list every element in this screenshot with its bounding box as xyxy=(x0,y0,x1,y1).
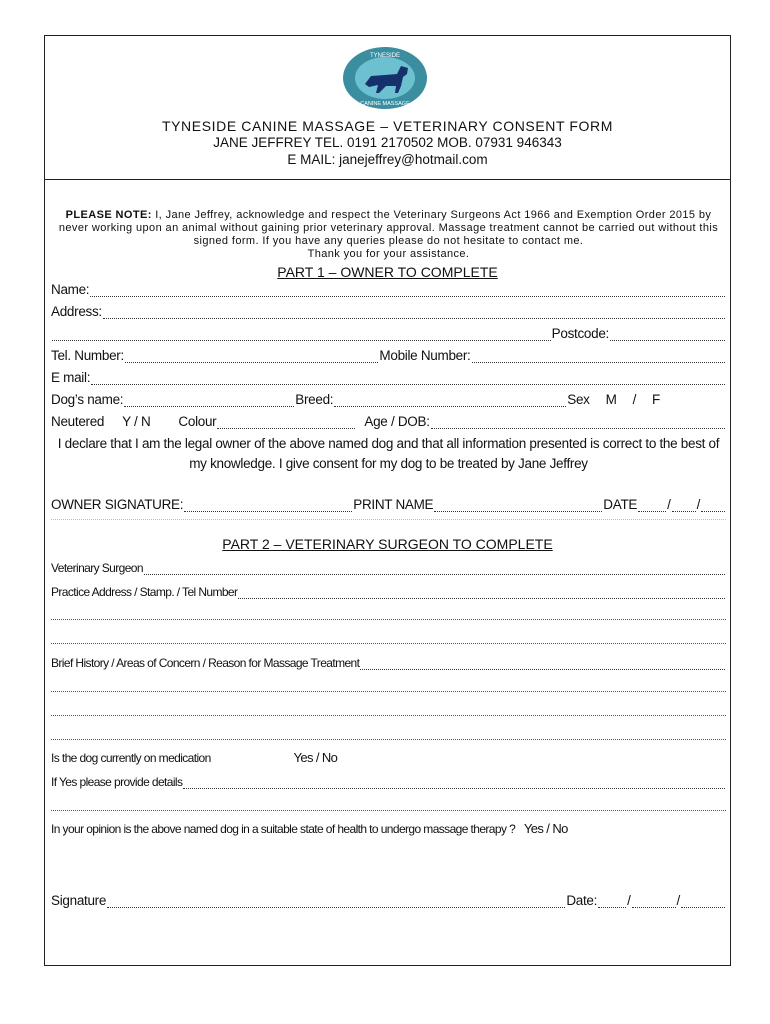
email-field[interactable] xyxy=(51,370,726,385)
email-input[interactable] xyxy=(91,372,725,385)
vet-surgeon-field[interactable] xyxy=(51,561,726,575)
note-label: PLEASE NOTE: xyxy=(65,209,152,221)
breed-input[interactable] xyxy=(334,394,566,407)
medication-options[interactable]: Yes / No xyxy=(293,750,338,765)
vet-date-label: Date: xyxy=(566,893,598,908)
date-separator: / xyxy=(627,893,631,908)
date-separator: / xyxy=(696,497,701,512)
vet-signature-input[interactable] xyxy=(107,895,565,908)
history-input[interactable] xyxy=(360,657,725,670)
owner-signature-row[interactable] xyxy=(51,497,726,512)
history-line-3[interactable] xyxy=(51,715,726,716)
date-separator: / xyxy=(667,497,671,512)
opinion-label: In your opinion is the above named dog in a suitable state of health to undergo massage therapy ? xyxy=(51,822,516,836)
details-label: If Yes please provide details xyxy=(51,775,183,789)
address-line-2[interactable] xyxy=(52,328,551,341)
age-input[interactable] xyxy=(431,416,725,429)
medication-label: Is the dog currently on medication xyxy=(51,751,211,765)
owner-signature-input[interactable] xyxy=(184,499,352,512)
phone-row[interactable] xyxy=(51,348,726,363)
email-label: E mail: xyxy=(51,370,91,385)
history-label: Brief History / Areas of Concern / Reason for Massage Treatment xyxy=(51,656,360,670)
vet-input[interactable] xyxy=(144,562,725,575)
breed-label: Breed: xyxy=(295,392,334,407)
opinion-row[interactable] xyxy=(51,821,726,836)
note-thanks: Thank you for your assistance. xyxy=(307,248,470,260)
vet-date-day[interactable] xyxy=(598,895,626,908)
name-label: Name: xyxy=(51,282,90,297)
colour-label: Colour xyxy=(178,414,217,429)
address-input[interactable] xyxy=(103,306,725,319)
practice-line-3[interactable] xyxy=(51,643,726,644)
practice-line-2[interactable] xyxy=(51,619,726,620)
tel-label: Tel. Number: xyxy=(51,348,124,363)
owner-date-month[interactable] xyxy=(672,499,696,512)
tel-input[interactable] xyxy=(125,350,378,363)
part1-heading: PART 1 – OWNER TO COMPLETE xyxy=(277,264,498,280)
mobile-label: Mobile Number: xyxy=(379,348,471,363)
consent-note xyxy=(53,209,724,261)
practice-field[interactable] xyxy=(51,585,726,599)
dog-row[interactable] xyxy=(51,392,726,407)
colour-input[interactable] xyxy=(217,416,355,429)
neutered-label: Neutered xyxy=(51,414,105,429)
vet-label: Veterinary Surgeon xyxy=(51,561,143,575)
medication-row[interactable] xyxy=(51,750,726,765)
dog-name-input[interactable] xyxy=(124,394,294,407)
print-name-label: PRINT NAME xyxy=(353,497,434,512)
postcode-input[interactable] xyxy=(610,328,725,341)
vet-signature-label: Signature xyxy=(51,893,107,908)
owner-date-day[interactable] xyxy=(638,499,666,512)
contact-email: E MAIL: janejeffrey@hotmail.com xyxy=(287,152,488,167)
owner-date-year[interactable] xyxy=(701,499,725,512)
name-input[interactable] xyxy=(90,284,725,297)
part2-heading: PART 2 – VETERINARY SURGEON TO COMPLETE xyxy=(222,536,553,552)
neutered-row[interactable] xyxy=(51,414,726,429)
details-field[interactable] xyxy=(51,775,726,789)
print-name-input[interactable] xyxy=(434,499,602,512)
note-text: I, Jane Jeffrey, acknowledge and respect the Veterinary Surgeons Act 1966 and Exemption Order 2015 by never working upon an animal without gaining prior veterinary approval. Massage treatment cannot be carried out without this signed form. If you have any queries please do not hesitate to contact me. xyxy=(58,209,719,247)
practice-label: Practice Address / Stamp. / Tel Number xyxy=(51,585,238,599)
history-field[interactable] xyxy=(51,656,726,670)
age-label: Age / DOB: xyxy=(364,414,430,429)
sex-label: Sex xyxy=(567,392,590,407)
sex-separator: / xyxy=(632,392,637,407)
form-title: TYNESIDE CANINE MASSAGE – VETERINARY CONSENT FORM xyxy=(161,118,614,134)
opinion-options[interactable]: Yes / No xyxy=(523,821,568,836)
form-header xyxy=(45,36,730,180)
details-input[interactable] xyxy=(183,776,725,789)
sex-m-option[interactable]: M xyxy=(605,392,617,407)
owner-date-label: DATE xyxy=(603,497,638,512)
history-line-4[interactable] xyxy=(51,739,726,740)
date-separator: / xyxy=(676,893,680,908)
contact-phone: JANE JEFFREY TEL. 0191 2170502 MOB. 07931 946343 xyxy=(213,135,562,150)
section-divider xyxy=(51,519,726,520)
postcode-row[interactable] xyxy=(51,326,726,341)
vet-date-month[interactable] xyxy=(632,895,676,908)
neutered-options[interactable]: Y / N xyxy=(122,414,151,429)
owner-name-field[interactable] xyxy=(51,282,726,297)
owner-signature-label: OWNER SIGNATURE: xyxy=(51,497,184,512)
sex-f-option[interactable]: F xyxy=(652,392,660,407)
dog-icon xyxy=(341,46,429,110)
history-line-2[interactable] xyxy=(51,691,726,692)
svg-text:CANINE MASSAGE: CANINE MASSAGE xyxy=(360,101,410,107)
dog-name-label: Dog’s name: xyxy=(51,392,124,407)
practice-input[interactable] xyxy=(238,586,725,599)
postcode-label: Postcode: xyxy=(551,326,609,341)
mobile-input[interactable] xyxy=(472,350,725,363)
vet-date-year[interactable] xyxy=(681,895,725,908)
owner-declaration: I declare that I am the legal owner of the above named dog and that all information presented is correct to the best of my knowledge. I give consent for my dog to be treated by Jane Jeffrey xyxy=(57,436,720,471)
details-line-2[interactable] xyxy=(51,810,726,811)
address-label: Address: xyxy=(51,304,102,319)
form-frame xyxy=(44,35,731,966)
address-field[interactable] xyxy=(51,304,726,319)
svg-text:TYNESIDE: TYNESIDE xyxy=(369,53,401,59)
vet-signature-row[interactable] xyxy=(51,893,726,908)
